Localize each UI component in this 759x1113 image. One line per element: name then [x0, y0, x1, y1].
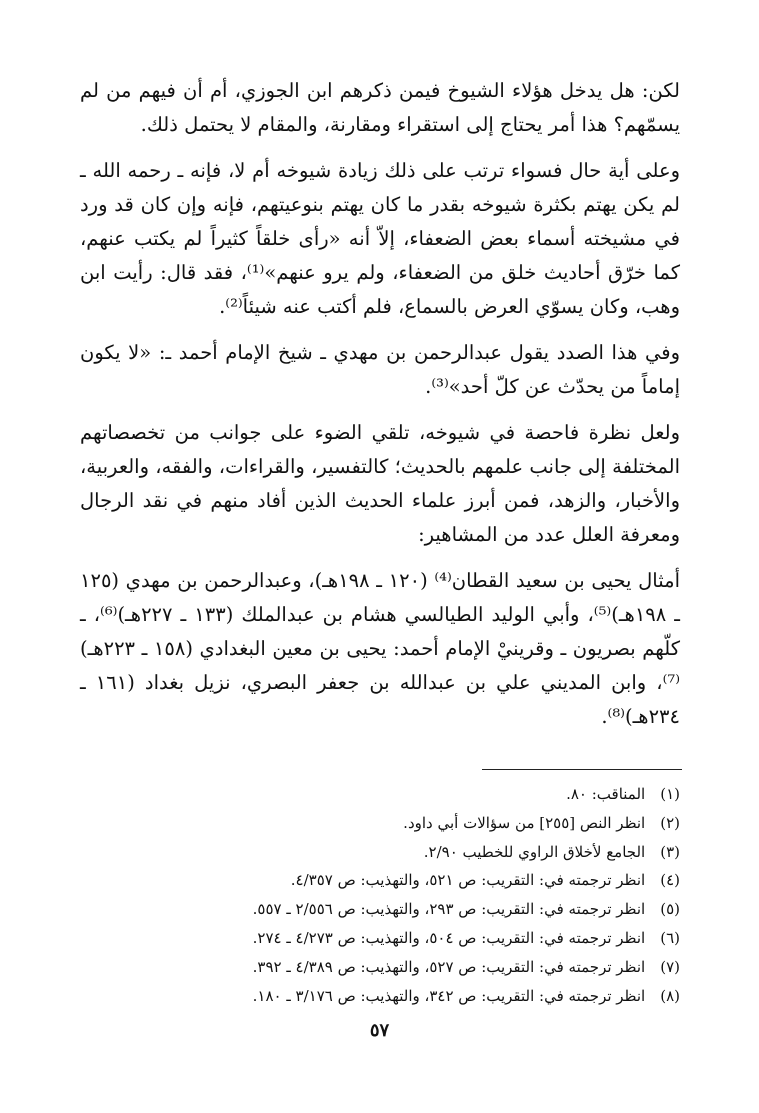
- paragraph-3: وفي هذا الصدد يقول عبدالرحمن بن مهدي ـ شيخ الإمام أحمد ـ: «لا يكون إماماً من يحدّث عن كلّ أحد»⁽³⁾.: [80, 341, 680, 398]
- footnote-text: انظر النص [٢٥٥] من سؤالات أبي داود.: [403, 813, 646, 832]
- footnote-number: (٦): [660, 928, 680, 947]
- paragraph-1: لكن: هل يدخل هؤلاء الشيوخ فيمن ذكرهم ابن الجوزي، أم أن فيهم من لم يسمّهم؟ هذا أمر يحتاج إلى استقراء ومقارنة، والمقام لا يحتمل ذلك.: [80, 79, 680, 136]
- footnote-1: [80, 780, 680, 809]
- page-number: ٥٧: [369, 1020, 390, 1041]
- footnote-number: (٤): [660, 871, 680, 890]
- footnote-7: [80, 953, 680, 982]
- footnote-text: الجامع لأخلاق الراوي للخطيب ٢/٩٠.: [423, 842, 646, 861]
- footnote-text: انظر ترجمته في: التقريب: ص ٥٢٧، والتهذيب: ص ٤/٣٨٩ ـ ٣٩٢.: [252, 957, 646, 976]
- footnote-8: [80, 982, 680, 1011]
- footnotes: [80, 780, 680, 1010]
- footnote-3: [80, 838, 680, 867]
- footnote-number: (٢): [660, 813, 680, 832]
- footnote-text: المناقب: ٨٠.: [566, 785, 646, 803]
- paragraph-4: ولعل نظرة فاحصة في شيوخه، تلقي الضوء على جوانب من تخصصاتهم المختلفة إلى جانب علمهم بالحديث؛ كالتفسير، والقراءات، والفقه، والعربية، والأخبار، والزهد، فمن أبرز علماء الحديث الذين أفاد منهم في نقد الرجال ومعرفة العلل عدد من المشاهير:: [80, 421, 680, 546]
- footnote-text: انظر ترجمته في: التقريب: ص ٥٠٤، والتهذيب: ص ٤/٢٧٣ ـ ٢٧٤.: [252, 928, 646, 947]
- footnote-5: [80, 895, 680, 924]
- footnote-text: انظر ترجمته في: التقريب: ص ٢٩٣، والتهذيب: ص ٢/٥٥٦ ـ ٥٥٧.: [252, 900, 646, 919]
- main-text: [80, 74, 680, 746]
- footnote-text: انظر ترجمته في: التقريب: ص ٥٢١، والتهذيب: ص ٤/٣٥٧.: [290, 871, 646, 890]
- paragraph-2: وعلى أية حال فسواء ترتب على ذلك زيادة شيوخه أم لا، فإنه ـ رحمه الله ـ لم يكن يهتم بكثرة شيوخه بقدر ما كان يهتم بنوعيتهم، فإنه وإن كان قد ورد في مشيخته أسماء بعض الضعفاء، إلاّ أنه «رأى خلقاً كثيراً لم يكتب عنهم، كما خرّق أحاديث خلق من الضعفاء، ولم يرو عنهم»⁽¹⁾، فقد قال: رأيت ابن وهب، وكان يسوّي العرض بالسماع، فلم أكتب عنه شيئاً⁽²⁾.: [80, 159, 680, 318]
- footnote-text: انظر ترجمته في: التقريب: ص ٣٤٢، والتهذيب: ص ٣/١٧٦ ـ ١٨٠.: [252, 986, 646, 1005]
- footnote-number: (٧): [660, 957, 680, 976]
- footnote-number: (٨): [660, 986, 680, 1005]
- footnote-divider: [482, 769, 682, 770]
- footnote-4: [80, 866, 680, 895]
- footnote-number: (٥): [660, 900, 680, 919]
- paragraph-5: أمثال يحيى بن سعيد القطان⁽⁴⁾ (١٢٠ ـ ١٩٨هـ)، وعبدالرحمن بن مهدي (١٢٥ ـ ١٩٨هـ)⁽⁵⁾، وأبي الوليد الطيالسي هشام بن عبدالملك (١٣٣ ـ ٢٢٧هـ)⁽⁶⁾، ـ كلّهم بصريون ـ وقرينيْ الإمام أحمد: يحيى بن معين البغدادي (١٥٨ ـ ٢٢٣هـ)⁽⁷⁾، وابن المديني علي بن عبدالله بن جعفر البصري، نزيل بغداد (١٦١ ـ ٢٣٤هـ)⁽⁸⁾.: [80, 569, 680, 728]
- footnote-6: [80, 924, 680, 953]
- footnote-number: (١): [660, 785, 680, 803]
- footnote-number: (٣): [660, 842, 680, 861]
- footnote-2: [80, 809, 680, 838]
